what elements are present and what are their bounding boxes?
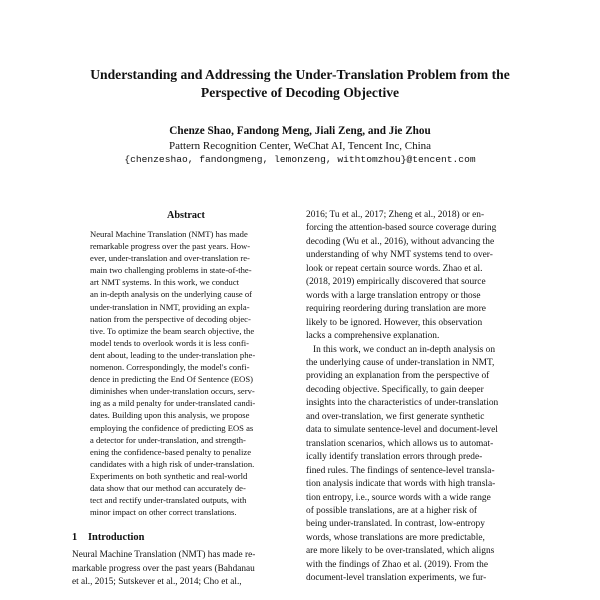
section-number: 1: [72, 532, 78, 544]
body-line: with the findings of Zhao et al. (2019). From the: [306, 559, 488, 570]
body-line: words, whose translations are more predictable,: [306, 532, 485, 543]
body-line: decoding objective. Specifically, to gain deeper: [306, 384, 484, 395]
abstract-line: candidates with a high risk of under-translation.: [90, 458, 255, 469]
author-emails: {chenzeshao, fandongmeng, lemonzeng, withtomzhou}@tencent.com: [124, 154, 476, 165]
abstract-line: minor impact on other correct translations.: [90, 507, 237, 518]
body-line: In this work, we conduct an in-depth analysis on: [306, 344, 496, 355]
body-line: being under-translated. In contrast, low-entropy: [306, 519, 485, 530]
body-line: document-level translation experiments, we fur-: [306, 573, 487, 584]
body-line: forcing the attention-based source coverage during: [306, 223, 497, 234]
author-list: Chenze Shao, Fandong Meng, Jiali Zeng, and Jie Zhou: [169, 125, 431, 137]
abstract-line: dates. Building upon this analysis, we propose: [90, 410, 250, 421]
body-line: 2016; Tu et al., 2017; Zheng et al., 2018) or en-: [306, 210, 485, 220]
abstract-heading: Abstract: [167, 210, 205, 221]
abstract-line: model tends to overlook words it is less confi-: [90, 337, 249, 348]
body-line: et al., 2015; Sutskever et al., 2014; Cho et al.,: [72, 577, 242, 588]
abstract-line: Neural Machine Translation (NMT) has made: [90, 229, 248, 239]
body-line: likely to be ignored. However, this observation: [306, 317, 483, 328]
body-line: and over-translation, we first generate synthetic: [306, 411, 485, 422]
body-line: words with a large translation entropy or those: [306, 290, 481, 301]
body-line: markable progress over the past years (Bahdanau: [72, 563, 255, 574]
body-line: are more likely to be over-translated, which aligns: [306, 546, 495, 557]
body-line: fined rules. The findings of sentence-level transla-: [306, 465, 495, 476]
abstract-body: [72, 228, 286, 518]
body-line: data to simulate sentence-level and document-level: [306, 425, 498, 436]
abstract-line: nomenon. Correspondingly, the model's confi-: [90, 362, 250, 373]
body-line: providing an explanation from the perspective of: [306, 371, 490, 382]
abstract-line: tect and rectify under-translated outputs, with: [90, 495, 247, 506]
body-line: Neural Machine Translation (NMT) has made re-: [72, 550, 256, 561]
body-line: of possible translations, are at a higher risk of: [306, 505, 478, 516]
body-line: understanding of why NMT systems tend to over-: [306, 250, 493, 261]
body-line: decoding (Wu et al., 2016), without advancing the: [306, 236, 495, 247]
section-title: Introduction: [88, 532, 145, 544]
body-line: tion entropy, i.e., source words with a wide range: [306, 492, 491, 503]
body-line: look or repeat certain source words. Zhao et al.: [306, 263, 483, 274]
abstract-line: an in-depth analysis on the underlying cause of: [90, 289, 253, 300]
body-line: (2018, 2019) empirically discovered that source: [306, 277, 486, 288]
abstract-line: nation from the perspective of decoding objec-: [90, 313, 251, 324]
paper-title-line-2: Perspective of Decoding Objective: [200, 85, 400, 100]
abstract-line: dent about, leading to the under-translation phe-: [90, 349, 256, 360]
affiliation: Pattern Recognition Center, WeChat AI, Tencent Inc, China: [168, 140, 432, 152]
right-column: [306, 209, 530, 586]
paper-title-line-1: Understanding and Addressing the Under-Translation Problem from the: [90, 67, 510, 82]
body-line: ically identify translation errors through prede-: [306, 452, 483, 463]
abstract-line: ing as a mild penalty for under-translated candi-: [90, 398, 256, 409]
abstract-line: tive. To optimize the beam search objective, the: [90, 325, 255, 336]
abstract-line: under-translation in NMT, providing an expla-: [90, 301, 250, 312]
body-line: insights into the characteristics of under-translation: [306, 398, 499, 409]
paper-title: [40, 66, 560, 102]
abstract-line: main two challenging problems in state-of-the-: [90, 265, 252, 276]
abstract-line: a detector for under-translation, and strength-: [90, 434, 246, 445]
introduction-body: [72, 549, 286, 589]
abstract-line: employing the confidence of predicting EOS as: [90, 422, 254, 433]
abstract-line: data show that our method can accurately de-: [90, 482, 246, 493]
abstract-line: Experiments on both synthetic and real-world: [90, 470, 248, 481]
abstract-line: art NMT systems. In this work, we conduct: [90, 277, 240, 288]
abstract-line: ening the confidence-based penalty to penalize: [90, 446, 252, 457]
left-column: [72, 209, 286, 589]
body-line: requiring reordering during translation are more: [306, 304, 486, 315]
introduction-heading: [72, 531, 286, 544]
abstract-line: dence in predicting the End Of Sentence (EOS): [90, 374, 253, 385]
abstract-line: ever, under-translation and over-translation re-: [90, 253, 250, 264]
body-line: lacks a comprehensive explanation.: [306, 331, 440, 342]
body-line: tion analysis indicate that words with high transla-: [306, 479, 496, 490]
abstract-line: diminishes when under-translation occurs, serv-: [90, 386, 255, 397]
body-line: translation scenarios, which allows us to automat-: [306, 438, 494, 449]
abstract-line: remarkable progress over the past years. How-: [90, 241, 251, 252]
body-line: the underlying cause of under-translation in NMT,: [306, 357, 495, 368]
